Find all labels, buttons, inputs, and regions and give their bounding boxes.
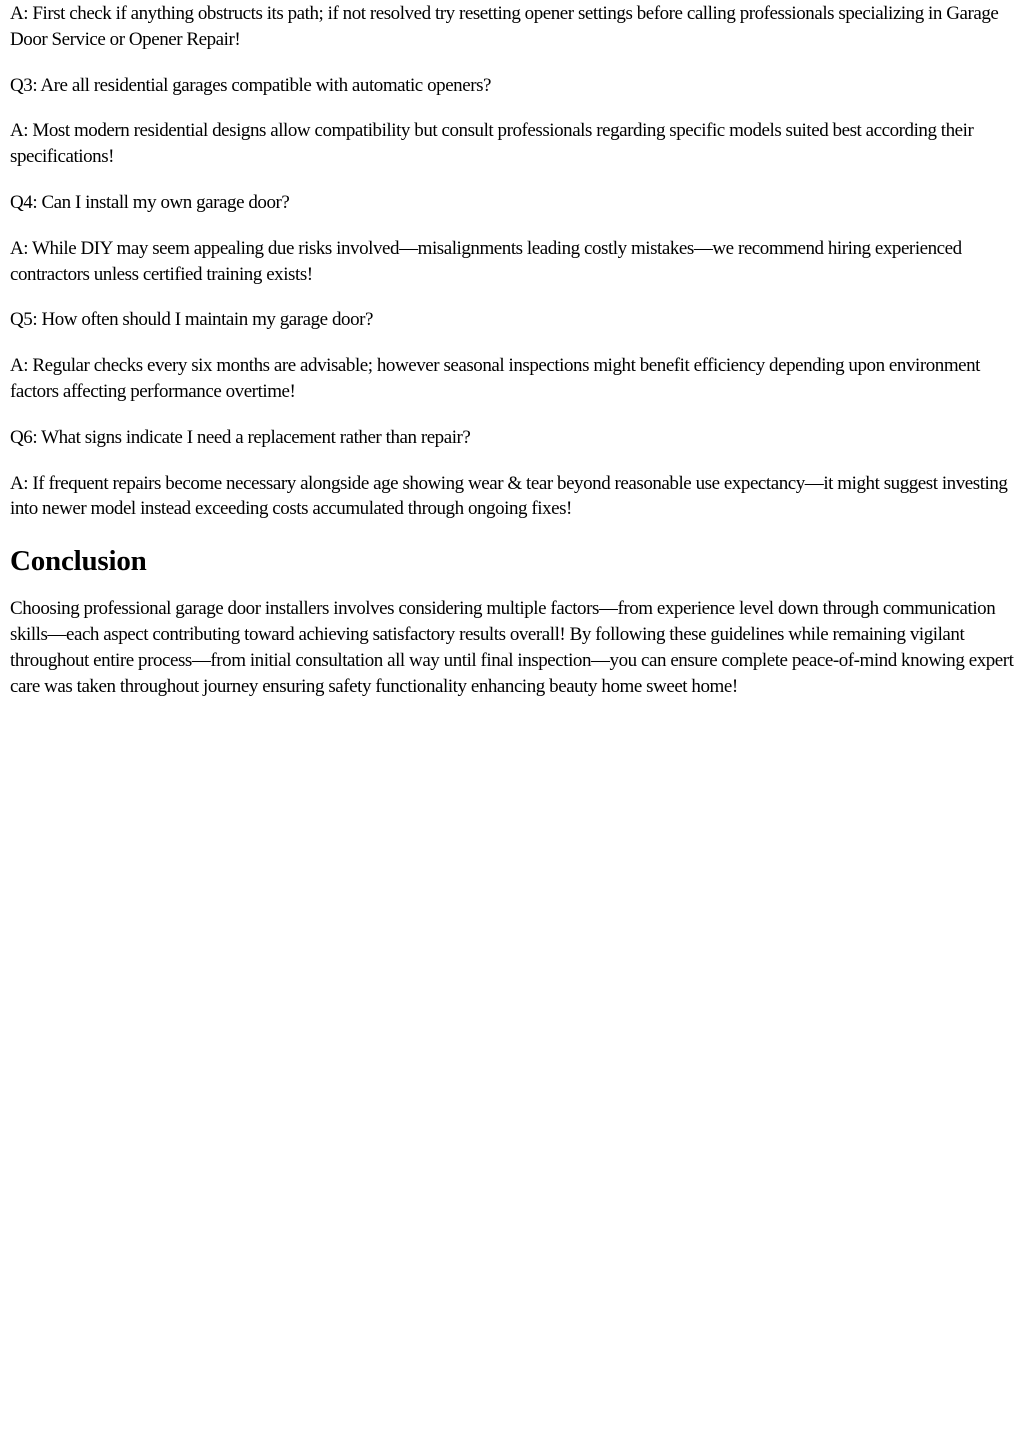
- conclusion-heading: Conclusion: [10, 545, 147, 578]
- faq-question-q4: Q4: Can I install my own garage door?: [10, 191, 290, 213]
- faq-section: [10, 1, 1014, 522]
- faq-answer-q2: A: First check if anything obstructs its path; if not resolved try resetting opener settings before calling professionals specializing in Garage Door Service or Opener Repair!: [10, 3, 999, 50]
- conclusion-section: [10, 544, 1014, 699]
- faq-question-q5: Q5: How often should I maintain my garage door?: [10, 309, 373, 331]
- conclusion-text: Choosing professional garage door installers involves considering multiple factors—from experience level down through communication skills—each aspect contributing toward achieving satisfactory results overall! By following these guidelines while remaining vigilant throughout entire process—from initial consultation all way until final inspection—you can ensure complete peace-of-mind knowing expert care was taken throughout journey ensuring safety functionality enhancing beauty home sweet home!: [10, 598, 1014, 697]
- faq-answer-q5: A: Regular checks every six months are advisable; however seasonal inspections might benefit efficiency depending upon environment factors affecting performance overtime!: [10, 355, 981, 402]
- faq-question-q3: Q3: Are all residential garages compatible with automatic openers?: [10, 74, 492, 96]
- faq-answer-q3: A: Most modern residential designs allow compatibility but consult professionals regarding specific models suited best according their specifications!: [10, 120, 974, 168]
- faq-question-q6: Q6: What signs indicate I need a replacement rather than repair?: [10, 426, 471, 448]
- faq-answer-q6: A: If frequent repairs become necessary alongside age showing wear & tear beyond reasonable use expectancy—it might suggest investing into newer model instead exceeding costs accumulated through ongoing fixes!: [10, 472, 1008, 520]
- faq-answer-q4: A: While DIY may seem appealing due risks involved—misalignments leading costly mistakes—we recommend hiring experienced contractors unless certified training exists!: [10, 237, 962, 285]
